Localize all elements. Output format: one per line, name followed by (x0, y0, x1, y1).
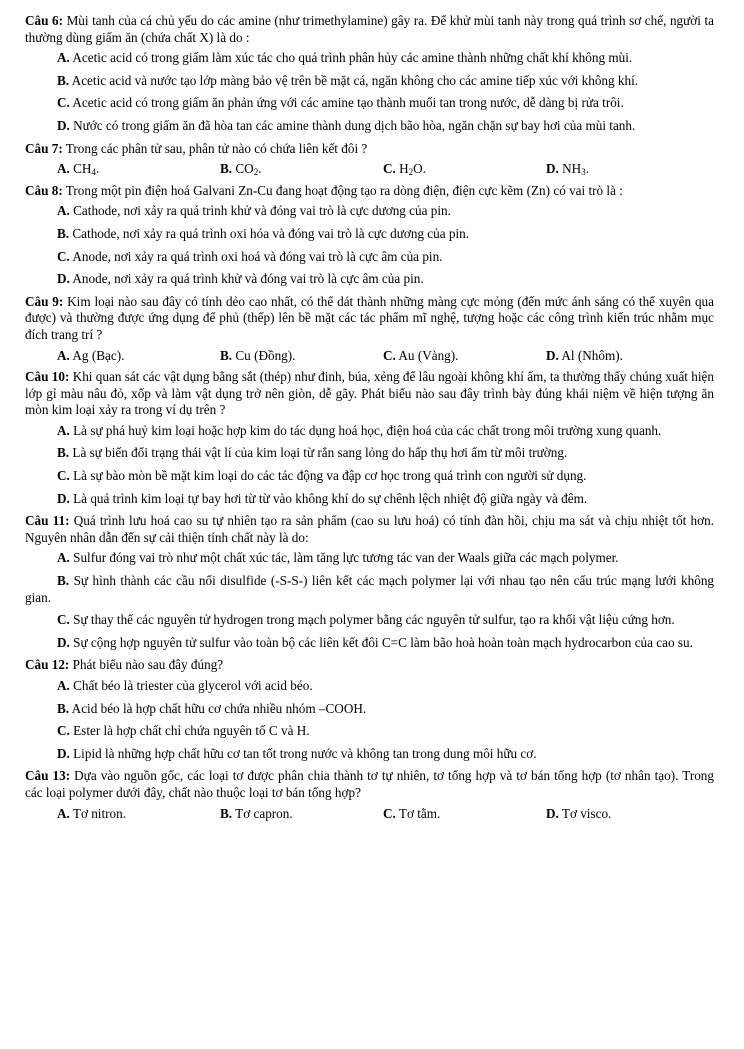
option-text: Sự thay thế các nguyên tử hydrogen trong mạch polymer bằng các nguyên tử sulfur, tạo ra khối vật liệu cứng hơn. (73, 612, 675, 628)
option-letter: D. (57, 634, 70, 650)
answer-option (25, 445, 714, 462)
question-number: Câu 7: (25, 140, 63, 156)
option-letter: B. (57, 573, 70, 589)
option-letter: C. (383, 805, 396, 821)
answer-options-row (25, 348, 714, 365)
option-letter: B. (57, 225, 70, 241)
option-text: H (399, 161, 409, 177)
answer-option (220, 348, 383, 365)
answer-option (383, 806, 546, 823)
option-text-suffix: O. (413, 161, 426, 177)
answer-option (546, 806, 709, 823)
question-stem (25, 657, 714, 674)
option-letter: D. (57, 490, 70, 506)
option-text: Sự cộng hợp nguyên tử sulfur vào toàn bộ các liên kết đôi C=C làm bão hoà hoàn toàn mạch hydrocarbon của cao su. (73, 634, 693, 650)
option-text-suffix: . (95, 161, 100, 177)
option-letter: D. (546, 161, 559, 177)
question-number: Câu 10: (25, 369, 70, 385)
option-letter: A. (57, 550, 70, 566)
option-letter: B. (57, 700, 70, 716)
option-text: Tơ tằm. (398, 805, 441, 821)
answer-option (25, 678, 714, 695)
question-block (25, 513, 714, 651)
option-text: Al (Nhôm). (561, 347, 623, 363)
option-text: Ester là hợp chất chỉ chứa nguyên tố C và H. (73, 723, 310, 739)
option-letter: C. (57, 248, 70, 264)
option-letter: A. (57, 347, 70, 363)
answer-option (25, 50, 714, 67)
option-text: Sự hình thành các cầu nối disulfide (-S-S-) liên kết các mạch polymer lại với nhau tạo nên cấu trúc mạng lưới không gian. (25, 573, 715, 605)
option-text: Tơ capron. (235, 805, 293, 821)
answer-option (25, 423, 714, 440)
answer-option (220, 806, 383, 823)
question-block (25, 13, 714, 135)
answer-option (25, 95, 714, 112)
question-stem (25, 183, 714, 200)
option-text: Lipid là những hợp chất hữu cơ tan tốt trong nước và không tan trong dung môi hữu cơ. (73, 745, 537, 761)
answer-option (57, 161, 220, 178)
question-text: Trong các phân tử sau, phân tử nào có chứa liên kết đôi ? (65, 140, 368, 156)
question-number: Câu 9: (25, 293, 64, 309)
option-text-suffix: . (258, 161, 262, 177)
answer-option (25, 550, 714, 567)
option-text: Au (Vàng). (398, 347, 459, 363)
option-letter: D. (57, 271, 70, 287)
question-stem (25, 141, 714, 158)
option-text: Là sự biến đổi trạng thái vật lí của kim loại từ rắn sang lỏng do hấp thụ hơi ẩm từ môi trường. (72, 445, 568, 461)
question-stem (25, 294, 714, 344)
answer-option (25, 249, 714, 266)
option-text: Chất béo là triester của glycerol với acid béo. (73, 678, 313, 693)
option-letter: A. (57, 678, 70, 693)
answer-option (220, 161, 383, 178)
option-text: Acid béo là hợp chất hữu cơ chứa nhiều nhóm –COOH. (71, 700, 367, 716)
answer-option (546, 348, 709, 365)
option-letter: B. (220, 347, 233, 363)
answer-option (25, 491, 714, 508)
answer-option (25, 118, 714, 135)
answer-option (25, 271, 714, 288)
answer-option (25, 635, 714, 652)
option-letter: C. (383, 347, 396, 363)
option-text: NH (562, 161, 582, 177)
question-text: Phát biểu nào sau đây đúng? (72, 657, 224, 673)
question-number: Câu 8: (25, 182, 63, 198)
option-text: Là sự bào mòn bề mặt kim loại do các tác động va đập cơ học trong quá trình con người sử dụng. (73, 468, 587, 484)
option-letter: D. (57, 745, 70, 761)
answer-option (25, 203, 714, 220)
answer-option (57, 348, 220, 365)
question-text: Dựa vào nguồn gốc, các loại tơ được phân chia thành tơ tự nhiên, tơ tổng hợp và tơ bán tổng hợp (tơ nhân tạo). Trong các loại polymer dưới đây, chất nào thuộc loại tơ bán tổng hợp? (25, 768, 714, 800)
option-letter: A. (57, 422, 70, 438)
option-text: Acetic acid có trong giấm làm xúc tác cho quá trình phân hủy các amine thành những chất khí không mùi. (72, 50, 633, 66)
question-stem (25, 369, 714, 419)
answer-options-row (25, 806, 714, 823)
answer-option (25, 701, 714, 718)
option-letter: C. (57, 468, 70, 484)
option-letter: C. (57, 723, 70, 739)
option-text: Sulfur đóng vai trò như một chất xúc tác, làm tăng lực tương tác van der Waals giữa các mạch polymer. (73, 550, 619, 566)
option-letter: D. (57, 117, 70, 133)
answer-option (546, 161, 709, 178)
question-text: Trong một pin điện hoá Galvani Zn-Cu đang hoạt động tạo ra dòng điện, điện cực kẽm (Zn) có vai trò là : (65, 182, 623, 198)
answer-option (25, 723, 714, 740)
question-text: Quá trình lưu hoá cao su tự nhiên tạo ra sản phẩm (cao su lưu hoá) có tính đàn hồi, chịu ma sát và chịu nhiệt tốt hơn. Nguyên nhân dẫn đến sự cải thiện tính chất này là do: (25, 513, 715, 545)
option-letter: C. (57, 95, 70, 111)
answer-option (25, 226, 714, 243)
question-block (25, 369, 714, 507)
option-letter: A. (57, 161, 70, 177)
option-letter: A. (57, 50, 70, 66)
subscript: 2 (408, 167, 414, 178)
option-text: Anode, nơi xảy ra quá trình oxi hoá và đóng vai trò là cực âm của pin. (72, 248, 443, 264)
question-block (25, 657, 714, 762)
question-number: Câu 13: (25, 768, 71, 784)
question-stem (25, 13, 714, 46)
question-number: Câu 6: (25, 13, 63, 28)
option-text: Tơ visco. (561, 805, 612, 821)
option-text: Cu (Đồng). (235, 347, 296, 363)
option-text: Ag (Bạc). (72, 347, 125, 363)
question-block (25, 768, 714, 822)
question-block (25, 294, 714, 364)
question-block (25, 141, 714, 178)
option-letter: B. (220, 161, 233, 177)
question-stem (25, 513, 714, 546)
question-number: Câu 12: (25, 657, 70, 673)
answer-option (383, 348, 546, 365)
answer-option (25, 612, 714, 629)
option-text: Tơ nitron. (72, 805, 127, 821)
question-text: Mùi tanh của cá chủ yếu do các amine (như trimethylamine) gây ra. Để khử mùi tanh này trong quá trình sơ chế, người ta thường dùng giấm ăn (chứa chất X) là do : (25, 13, 714, 45)
option-text: Là quá trình kim loại tự bay hơi từ từ vào không khí do sự chênh lệch nhiệt độ giữa ngày và đêm. (73, 490, 588, 506)
subscript: 4 (91, 167, 96, 178)
option-letter: B. (220, 805, 233, 821)
answer-option (25, 746, 714, 763)
option-text: Anode, nơi xảy ra quá trình khử và đóng vai trò là cực âm của pin. (72, 271, 424, 287)
answer-option (57, 806, 220, 823)
question-text: Khi quan sát các vật dụng bằng sắt (thép) như đinh, búa, xẻng để lâu ngoài không khí ẩm, ta thường thấy chúng xuất hiện lớp gỉ màu nâu đỏ, xốp và làm vật dụng trở nên giòn, dễ gãy. Phát biểu nào sau đây trình bày đúng khái niệm về hiện tượng ăn mòn kim loại xảy ra trong ví dụ trên ? (25, 369, 714, 418)
option-text: Cathode, nơi xảy ra quá trình khử và đóng vai trò là cực dương của pin. (73, 203, 451, 219)
question-text: Kim loại nào sau đây có tính dẻo cao nhất, có thể dát thành những màng cực mỏng (đến mức ánh sáng có thể xuyên qua được) và thường được ứng dụng để phủ (thếp) lên bề mặt các tác phẩm mĩ nghệ, tượng hoặc các công trình kiến trúc nhằm mục đích trang trí ? (25, 293, 715, 342)
option-text: Acetic acid có trong giấm ăn phản ứng với các amine tạo thành muối tan trong nước, dễ dàng bị rửa trôi. (72, 95, 624, 111)
option-text: Nước có trong giấm ăn đã hòa tan các amine thành dung dịch bão hòa, ngăn chặn sự bay hơi của mùi tanh. (73, 117, 636, 133)
option-letter: B. (57, 445, 70, 461)
option-letter: B. (57, 72, 70, 88)
option-text: Cathode, nơi xảy ra quá trình oxi hóa và đóng vai trò là cực dương của pin. (72, 225, 470, 241)
option-text: Acetic acid và nước tạo lớp màng bảo vệ trên bề mặt cá, ngăn không cho các amine tiếp xúc với không khí. (71, 72, 639, 88)
answer-option (383, 161, 546, 178)
option-letter: C. (57, 612, 70, 628)
option-text: Là sự phá huỷ kim loại hoặc hợp kim do tác dụng hoá học, điện hoá của các chất trong môi trường xung quanh. (73, 422, 662, 438)
subscript: 3 (581, 167, 586, 178)
subscript: 2 (253, 167, 259, 178)
option-letter: D. (546, 805, 559, 821)
option-letter: C. (383, 161, 396, 177)
answer-option (25, 73, 714, 90)
question-block (25, 183, 714, 288)
answer-option (25, 573, 714, 606)
option-text: CO (235, 161, 254, 177)
option-text-suffix: . (585, 161, 589, 177)
option-text: CH (73, 161, 92, 177)
option-letter: A. (57, 203, 70, 219)
option-letter: A. (57, 805, 70, 821)
answer-option (25, 468, 714, 485)
option-letter: D. (546, 347, 559, 363)
question-number: Câu 11: (25, 513, 70, 529)
answer-options-row (25, 161, 714, 178)
question-stem (25, 768, 714, 801)
